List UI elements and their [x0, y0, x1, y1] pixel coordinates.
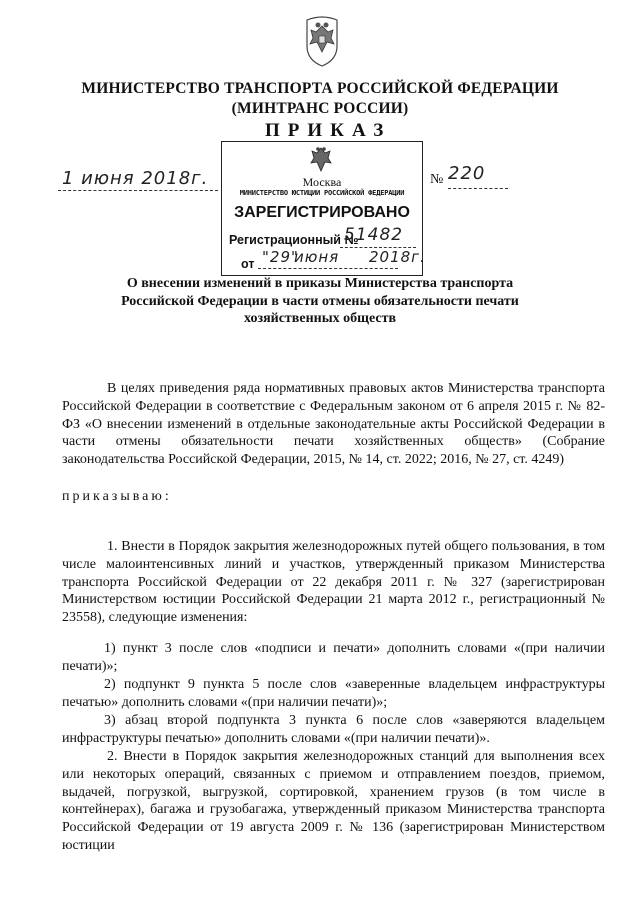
ministry-short-title: (МИНТРАНС РОССИИ): [231, 100, 409, 117]
registration-stamp: [221, 141, 426, 276]
order-number-label: №: [430, 172, 444, 187]
stamp-registered: ЗАРЕГИСТРИРОВАНО: [234, 204, 410, 221]
item-1-subpoint-3: 3) абзац второй подпункта 3 пункта 6 после слов «заверяются владельцем инфраструктуры печатью» дополнить словами «(при наличии печати)».: [62, 713, 605, 746]
item-2-paragraph: 2. Внести в Порядок закрытия железнодорожных станций для выполнения всех или некоторых операций, связанных с приемом и отправлением поездов, приемом, выдачей, погрузкой, выгрузкой, сортировкой, хранением грузов (в том числе в контейнерах), багажа и грузобагажа, утвержденный приказом Министерства транспорта Российской Федерации от 19 августа 2009 г. № 136 (зарегистрирован Министерством юстиции: [62, 749, 605, 853]
stamp-date-underline: [258, 268, 398, 269]
stamp-date-month: июня: [294, 248, 340, 266]
order-subject: О внесении изменений в приказы Министерства транспорта Российской Федерации в части отмены обязательности печати хозяйственных обществ: [121, 276, 519, 326]
stamp-ministry: МИНИСТЕРСТВО ЮСТИЦИИ РОССИЙСКОЙ ФЕДЕРАЦИИ: [239, 189, 405, 197]
item-1-subpoint-2: 2) подпункт 9 пункта 5 после слов «заверенные владельцем инфраструктуры печатью» дополнить словами «(при наличии печати)»;: [62, 677, 605, 710]
order-verb: приказываю:: [62, 489, 172, 504]
order-number-handwritten: 220: [448, 163, 486, 184]
preamble-paragraph: В целях приведения ряда нормативных правовых актов Министерства транспорта Российской Федерации в соответствие с Федеральным законом от 6 апреля 2015 г. № 82-ФЗ «О внесении изменений в отдельные законодательные акты Российской Федерации в части отмены обязательности печати хозяйственных обществ» (Собрание законодательства Российской Федерации, 2015, № 14, ст. 2022; 2016, № 27, ст. 4249): [62, 381, 605, 468]
stamp-date-year: 2018г.: [369, 248, 426, 266]
order-heading: ПРИКАЗ: [265, 120, 392, 141]
stamp-reg-number-label: Регистрационный №: [229, 233, 359, 247]
ministry-title: МИНИСТЕРСТВО ТРАНСПОРТА РОССИЙСКОЙ ФЕДЕРАЦИИ: [81, 80, 559, 97]
coat-of-arms-emblem: [299, 12, 345, 68]
stamp-date-day: "29": [262, 248, 299, 266]
item-1-subpoint-1: 1) пункт 3 после слов «подписи и печати» дополнить словами «(при наличии печати)»;: [62, 641, 605, 674]
stamp-city: Москва: [302, 175, 342, 189]
number-underline: [448, 188, 508, 189]
item-1-paragraph: 1. Внести в Порядок закрытия железнодорожных путей общего пользования, в том числе малоинтенсивных линий и участков, утвержденный приказом Министерства транспорта Российской Федерации от 22 декабря 2011 г. № 327 (зарегистрирован Министерством юстиции Российской Федерации 21 марта 2012 г., регистрационный № 23558), следующие изменения:: [62, 539, 605, 626]
stamp-emblem-icon: [304, 145, 338, 177]
stamp-reg-number: 51482: [344, 225, 404, 245]
date-underline: [58, 190, 218, 191]
stamp-date-prefix: от: [241, 257, 255, 271]
order-date-handwritten: 1 июня 2018г.: [62, 168, 209, 189]
